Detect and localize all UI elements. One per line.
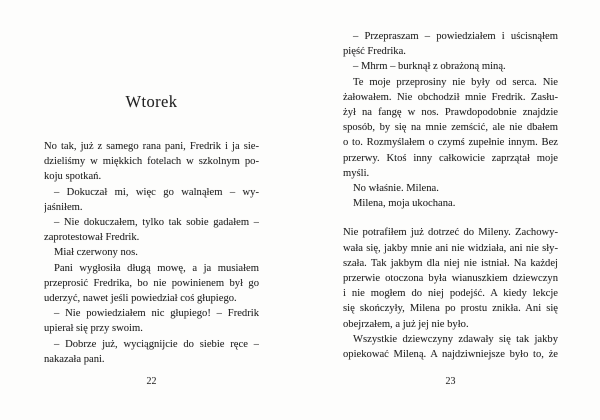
text-line: opiekować Mileną. A najdziwniejsze było to, że [343, 349, 558, 361]
text-line: Wszystkie dziewczyny zdawały się tak jakby [353, 333, 558, 345]
text-line: żył na fangę w nos. Prawdopodobnie znajdzie [343, 107, 558, 119]
text-line: przerwy. Ktoś inny całkowicie zaprzątał moje [343, 152, 558, 164]
text-line: – Dokuczał mi, więc go walnąłem – wy- [54, 186, 259, 198]
text-line: wała się, jakby mnie ani nie widziała, ani nie sły- [343, 242, 558, 254]
text-line: Miał czerwony nos. [54, 247, 138, 259]
text-line: jaśniłem. [44, 201, 83, 213]
text-line: sposób, by się na mnie zemścić, ale nie dbałem [343, 122, 558, 134]
text-line: dzieliśmy w miękkich fotelach w szkolnym po- [44, 156, 259, 168]
right-page [343, 0, 558, 420]
section-break [343, 211, 558, 225]
text-line: – Nie powiedziałem nic głupiego! – Fredrik [54, 308, 259, 320]
left-page-text [44, 139, 259, 367]
text-line: Nie potrafiłem już dotrzeć do Mileny. Zachowy- [343, 227, 558, 239]
right-page-text [343, 29, 558, 362]
text-line: przerwie otoczona była wianuszkiem dziewczyn [343, 273, 558, 285]
left-page [44, 0, 259, 420]
text-line: Milena, moja ukochana. [353, 198, 456, 210]
right-page-number: 23 [445, 376, 456, 387]
text-line: koju spotkań. [44, 171, 102, 183]
text-line: – Mhrm – burknął z obrażoną miną. [353, 61, 506, 73]
text-line: uderzyć, nawet jeśli powiedział coś głupiego. [44, 293, 237, 305]
text-line: Te moje przeprosiny nie były od serca. Nie [353, 76, 558, 88]
text-line: się skończyły, Milena po prostu znikła. Ani się [343, 303, 558, 315]
text-line: obejrzałem, a już jej nie było. [343, 318, 469, 330]
text-line: – Dobrze już, wyciągnijcie do siebie ręce – [54, 338, 259, 350]
text-line: pięść Fredrika. [343, 46, 406, 58]
text-line: – Nie dokuczałem, tylko tak sobie gadałem – [54, 217, 259, 229]
text-line: No tak, już z samego rana pani, Fredrik i ja sie- [44, 141, 259, 152]
text-line: Pani wygłosiła długą mowę, a ja musiałem [54, 262, 259, 274]
text-line: – Przepraszam – powiedziałem i uścisnąłem [353, 31, 558, 42]
text-line: myśli. [343, 167, 370, 179]
text-line: i nie mogłem do niej podejść. A kiedy lekcje [343, 288, 558, 300]
text-line: No właśnie. Milena. [353, 183, 439, 195]
left-page-number: 22 [146, 376, 157, 387]
text-line: upierał się przy swoim. [44, 323, 143, 335]
text-line: szała. Tak jakbym dla niej nie istniał. Na każdej [343, 257, 558, 269]
text-line: przeprosić Fredrika, bo nie powinienem był go [44, 277, 259, 289]
text-line: żałowałem. Nie obchodził mnie Fredrik. Zasłu- [343, 91, 558, 103]
text-line: zaprotestował Fredrik. [44, 232, 140, 244]
text-line: nakazała pani. [44, 353, 105, 365]
chapter-title: Wtorek [125, 92, 178, 111]
text-line: o to. Rozmyślałem o czymś zupełnie innym. Bez [343, 137, 558, 149]
